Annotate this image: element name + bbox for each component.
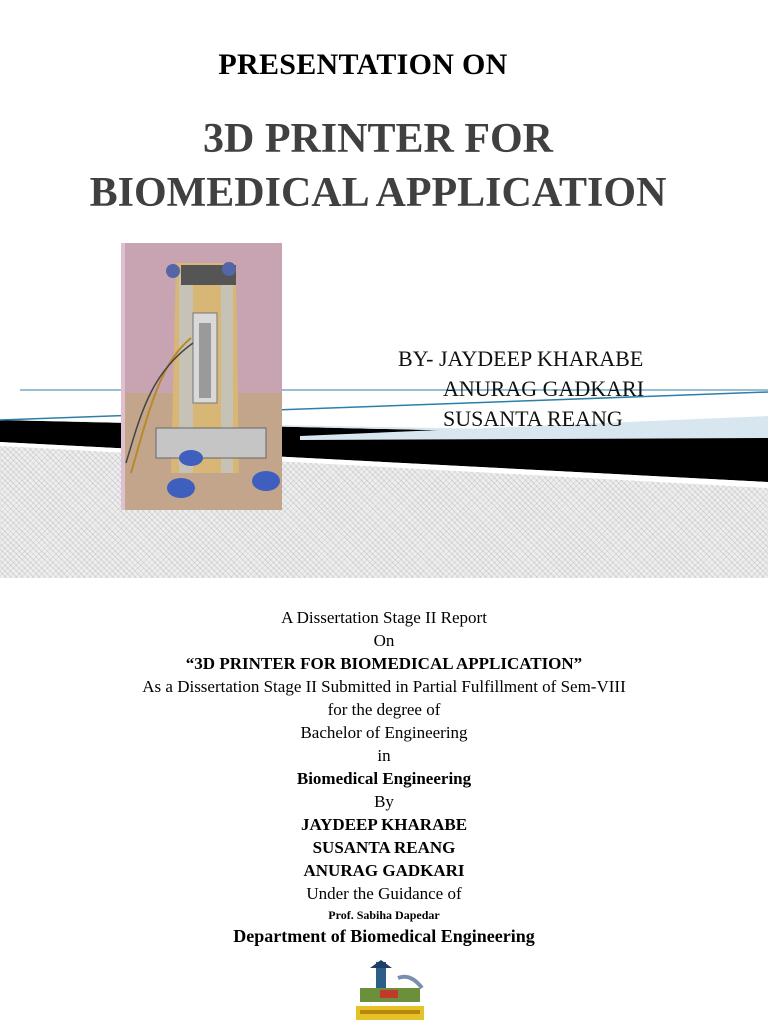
author-1: BY- JAYDEEP KHARABE: [398, 346, 644, 371]
report-details: [0, 606, 768, 948]
report-line-6: Bachelor of Engineering: [300, 723, 468, 742]
report-project-title: “3D PRINTER FOR BIOMEDICAL APPLICATION”: [185, 654, 583, 673]
title-line-2: BIOMEDICAL APPLICATION: [89, 170, 667, 216]
student-2: SUSANTA REANG: [312, 838, 456, 857]
author-3: SUSANTA REANG: [443, 406, 623, 431]
report-line-7: in: [377, 746, 391, 765]
presentation-title: [0, 112, 756, 220]
report-line-2: On: [373, 631, 395, 650]
report-line-1: A Dissertation Stage II Report: [281, 608, 487, 627]
report-department: Department of Biomedical Engineering: [233, 926, 535, 946]
report-by: By: [374, 792, 394, 811]
report-guidance: Under the Guidance of: [306, 884, 462, 903]
swoosh-decoration: [0, 380, 768, 578]
3d-printer-photo: [121, 243, 282, 510]
author-list: [398, 344, 644, 434]
report-line-5: for the degree of: [327, 700, 441, 719]
student-1: JAYDEEP KHARABE: [300, 815, 468, 834]
student-3: ANURAG GADKARI: [303, 861, 465, 880]
college-emblem-icon: [350, 958, 430, 1024]
presentation-heading: PRESENTATION ON: [218, 48, 508, 81]
title-line-1: 3D PRINTER FOR: [202, 116, 553, 162]
author-2: ANURAG GADKARI: [443, 376, 645, 401]
report-guide: Prof. Sabiha Dapedar: [328, 908, 440, 922]
report-branch: Biomedical Engineering: [296, 769, 472, 788]
report-line-4: As a Dissertation Stage II Submitted in Partial Fulfillment of Sem-VIII: [142, 677, 626, 696]
